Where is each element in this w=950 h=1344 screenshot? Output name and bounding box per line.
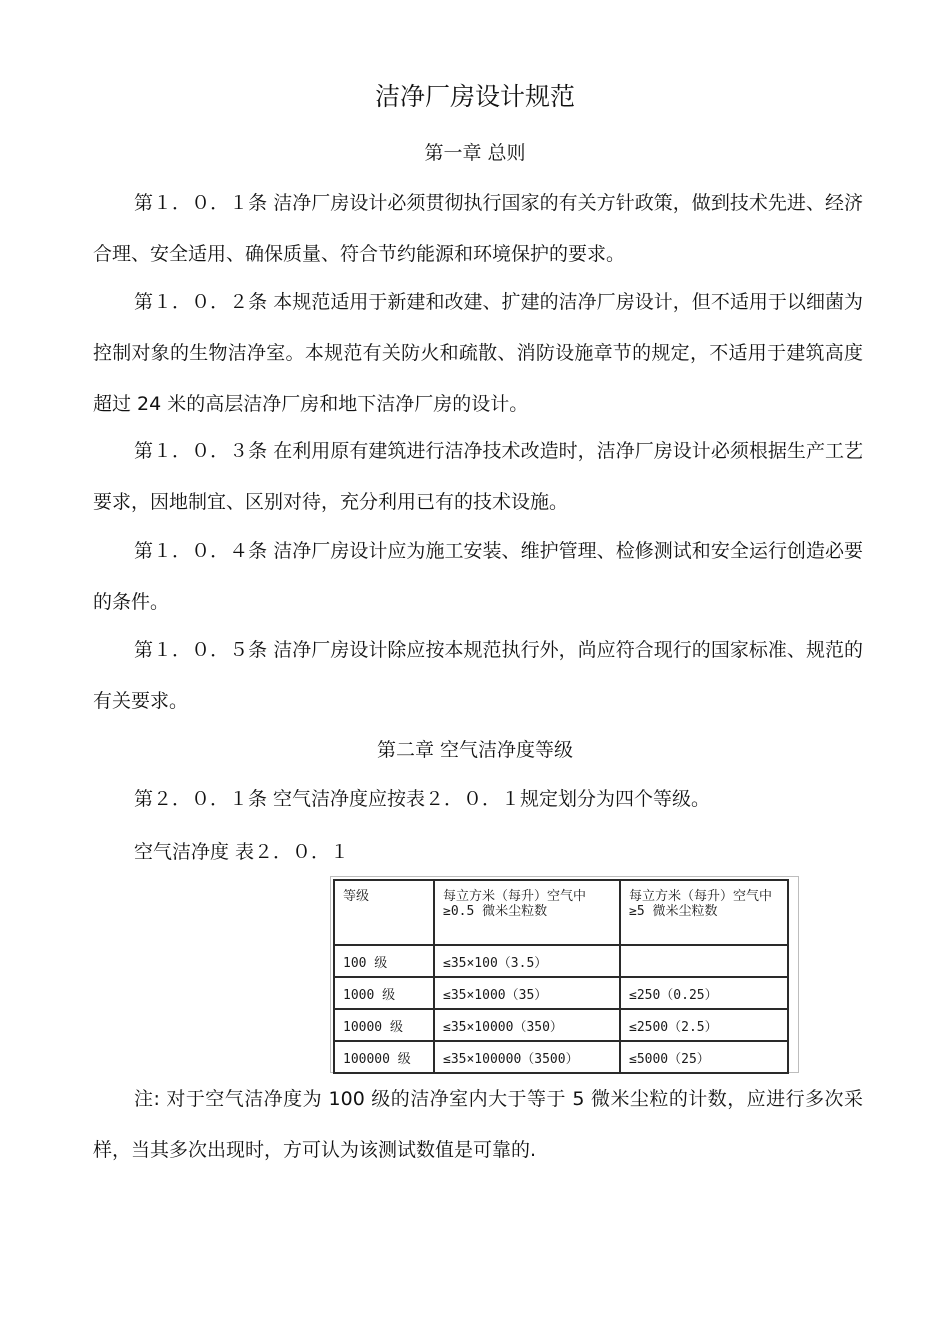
cleanliness-table-image [330,876,799,1073]
cell-grade: 100 级 [334,945,434,977]
cell-grade: 10000 级 [334,1009,434,1041]
cell-count-0-5um: ≤35×10000（350） [434,1009,620,1041]
cell-count-0-5um: ≤35×100000（3500） [434,1041,620,1073]
cell-count-0-5um: ≤35×1000（35） [434,977,620,1009]
header-count-0-5um: 每立方米（每升）空气中≥0.5 微米尘粒数 [434,880,620,945]
table-row [334,1041,788,1073]
article-1-0-5: 第１．０．５条 洁净厂房设计除应按本规范执行外，尚应符合现行的国家标准、规范的有关要求。 [93,639,863,712]
article-1-0-3: 第１．０．３条 在利用原有建筑进行洁净技术改造时，洁净厂房设计必须根据生产工艺要求，因地制宜、区别对待，充分利用已有的技术设施。 [93,440,863,513]
cleanliness-table [333,879,789,1074]
cell-count-5um: ≤250（0.25） [620,977,788,1009]
table-row [334,945,788,977]
article-1-0-4: 第１．０．４条 洁净厂房设计应为施工安装、维护管理、检修测试和安全运行创造必要的条件。 [93,540,863,613]
cell-count-5um [620,945,788,977]
header-count-5um: 每立方米（每升）空气中≥5 微米尘粒数 [620,880,788,945]
cell-grade: 100000 级 [334,1041,434,1073]
article-1-0-2: 第１．０．２条 本规范适用于新建和改建、扩建的洁净厂房设计，但不适用于以细菌为控制对象的生物洁净室。本规范有关防火和疏散、消防设施章节的规定，不适用于建筑高度超过 24 米的高层洁净厂房和地下洁净厂房的设计。 [93,291,863,415]
cell-count-0-5um: ≤35×100（3.5） [434,945,620,977]
document-title: 洁净厂房设计规范 [374,82,575,111]
table-row [334,977,788,1009]
table-row [334,1009,788,1041]
cell-count-5um: ≤2500（2.5） [620,1009,788,1041]
table-note: 注: 对于空气洁净度为 100 级的洁净室内大于等于 5 微米尘粒的计数，应进行多次采样，当其多次出现时，方可认为该测试数值是可靠的. [93,1088,863,1161]
article-1-0-1: 第１．０．１条 洁净厂房设计必须贯彻执行国家的有关方针政策，做到技术先进、经济合理、安全适用、确保质量、符合节约能源和环境保护的要求。 [93,192,863,265]
table-caption: 空气洁净度 表２．０．１ [134,841,350,863]
chapter-2-heading: 第二章 空气洁净度等级 [376,739,574,761]
header-grade: 等级 [334,880,434,945]
table-header-row [334,880,788,945]
cell-count-5um: ≤5000（25） [620,1041,788,1073]
cell-grade: 1000 级 [334,977,434,1009]
chapter-1-heading: 第一章 总则 [424,142,526,164]
article-2-0-1: 第２．０．１条 空气洁净度应按表２．０．１规定划分为四个等级。 [134,788,711,810]
